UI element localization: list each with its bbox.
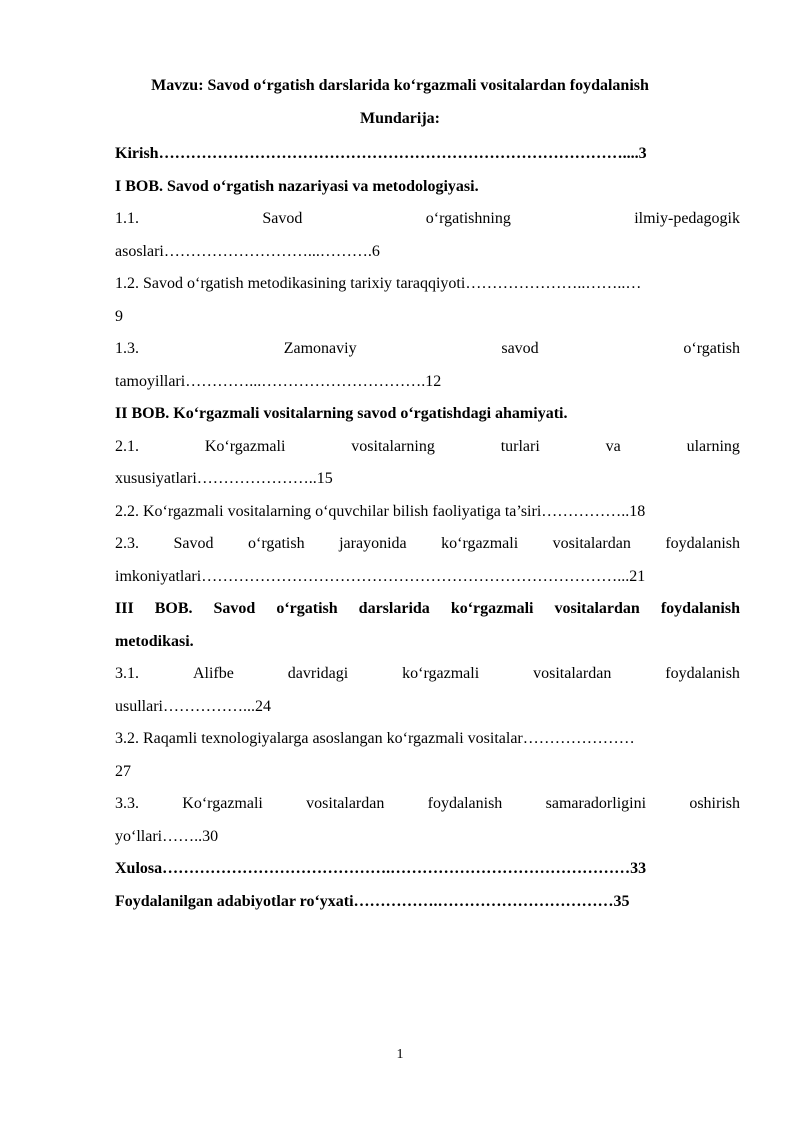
page-title: Mavzu: Savod o‘rgatish darslarida ko‘rgazmali vositalardan foydalanish [151,77,649,94]
toc-word: o‘rgatish [276,600,338,617]
toc-word: ko‘rgazmali [441,535,519,552]
toc-chapter-1: I BOB. Savod o‘rgatish nazariyasi va metodologiyasi. [115,177,479,195]
toc-entry-2-2: 2.2. Ko‘rgazmali vositalarning o‘quvchilar bilish faoliyatiga ta’siri……………..18 [115,502,646,520]
toc-word: darslarida [358,600,430,617]
toc-chapter-2: II BOB. Ko‘rgazmali vositalarning savod o‘rgatishdagi ahamiyati. [115,405,568,422]
toc-word: Zamonaviy [283,340,357,357]
toc-entry-adabiyotlar: Foydalanilgan adabiyotlar ro‘yxati…………….……………………………35 [115,892,630,910]
toc-word: ilmiy-pedagogik [634,210,740,227]
toc-word: Savod [262,210,303,227]
toc-entry-2-1-continued: xususiyatlari…………………..15 [115,470,333,487]
toc-word: vositalarning [351,437,435,455]
toc-entry-3-2-page: 27 [115,762,131,780]
toc-entry-3-3-continued: yo‘llari……..30 [115,827,219,845]
toc-word: o‘rgatish [683,340,740,357]
toc-entry-3-3 [115,791,740,824]
toc-word: va [605,437,621,455]
toc-word: vositalardan [533,665,612,682]
toc-word: jarayonida [339,535,407,552]
toc-word: foydalanish [427,795,503,812]
page-number: 1 [396,1047,404,1062]
toc-chapter-3-continued: metodikasi. [115,632,194,650]
toc-word: BOB. [154,600,193,617]
toc-word: ko‘rgazmali [450,600,534,617]
toc-word: Savod [173,535,214,552]
toc-word: savod [501,340,539,357]
toc-word: 3.1. [115,665,139,682]
toc-word: foydalanish [665,665,740,682]
toc-word: 3.3. [115,795,139,812]
toc-entry-2-3-continued: imkoniyatlari……………………………………………………………………...21 [115,567,646,585]
toc-word: 2.1. [115,437,139,455]
toc-entry-1-2: 1.2. Savod o‘rgatish metodikasining tarixiy taraqqiyoti…………………..……..… [115,275,642,292]
toc-word: Ko‘rgazmali [204,437,286,455]
toc-entry-1-1 [115,206,740,239]
toc-word: vositalardan [306,795,385,812]
toc-word: davridagi [287,665,349,682]
toc-word: foydalanish [665,535,740,552]
toc-entry-2-1 [115,434,740,467]
toc-entry-1-1-continued: asoslari………………………...……….6 [115,242,380,260]
toc-word: vositalardan [552,535,631,552]
toc-entry-1-3-continued: tamoyillari…………...………………………….12 [115,372,442,390]
toc-word: 1.1. [115,210,139,227]
toc-word: o‘rgatishning [425,210,511,227]
toc-entry-3-2: 3.2. Raqamli texnologiyalarga asoslangan ko‘rgazmali vositalar………………… [115,730,635,747]
toc-word: Alifbe [192,665,234,682]
toc-word: III [115,600,134,617]
toc-entry-xulosa: Xulosa…………………………………….………………………………………33 [115,860,647,877]
toc-entry-3-1 [115,661,740,694]
toc-chapter-3 [115,596,740,629]
toc-heading: Mundarija: [360,110,440,127]
toc-word: foydalanish [660,600,740,617]
toc-word: ularning [686,437,740,455]
toc-entry-2-3 [115,531,740,564]
toc-word: oshirish [689,795,740,812]
toc-entry-kirish: Kirish……………………………………………………………………………....3 [115,145,647,162]
toc-word: 1.3. [115,340,139,357]
toc-entry-1-3 [115,336,740,369]
table-of-contents [115,141,740,921]
toc-word: Savod [213,600,256,617]
toc-entry-3-1-continued: usullari……………...24 [115,697,271,715]
toc-word: vositalardan [554,600,640,617]
toc-word: Ko‘rgazmali [182,795,263,812]
toc-word: turlari [500,437,540,455]
toc-word: 2.3. [115,535,139,552]
toc-word: samaradorligini [545,795,647,812]
toc-word: ko‘rgazmali [402,665,480,682]
toc-word: o‘rgatish [248,535,305,552]
toc-entry-1-2-page: 9 [115,307,123,325]
